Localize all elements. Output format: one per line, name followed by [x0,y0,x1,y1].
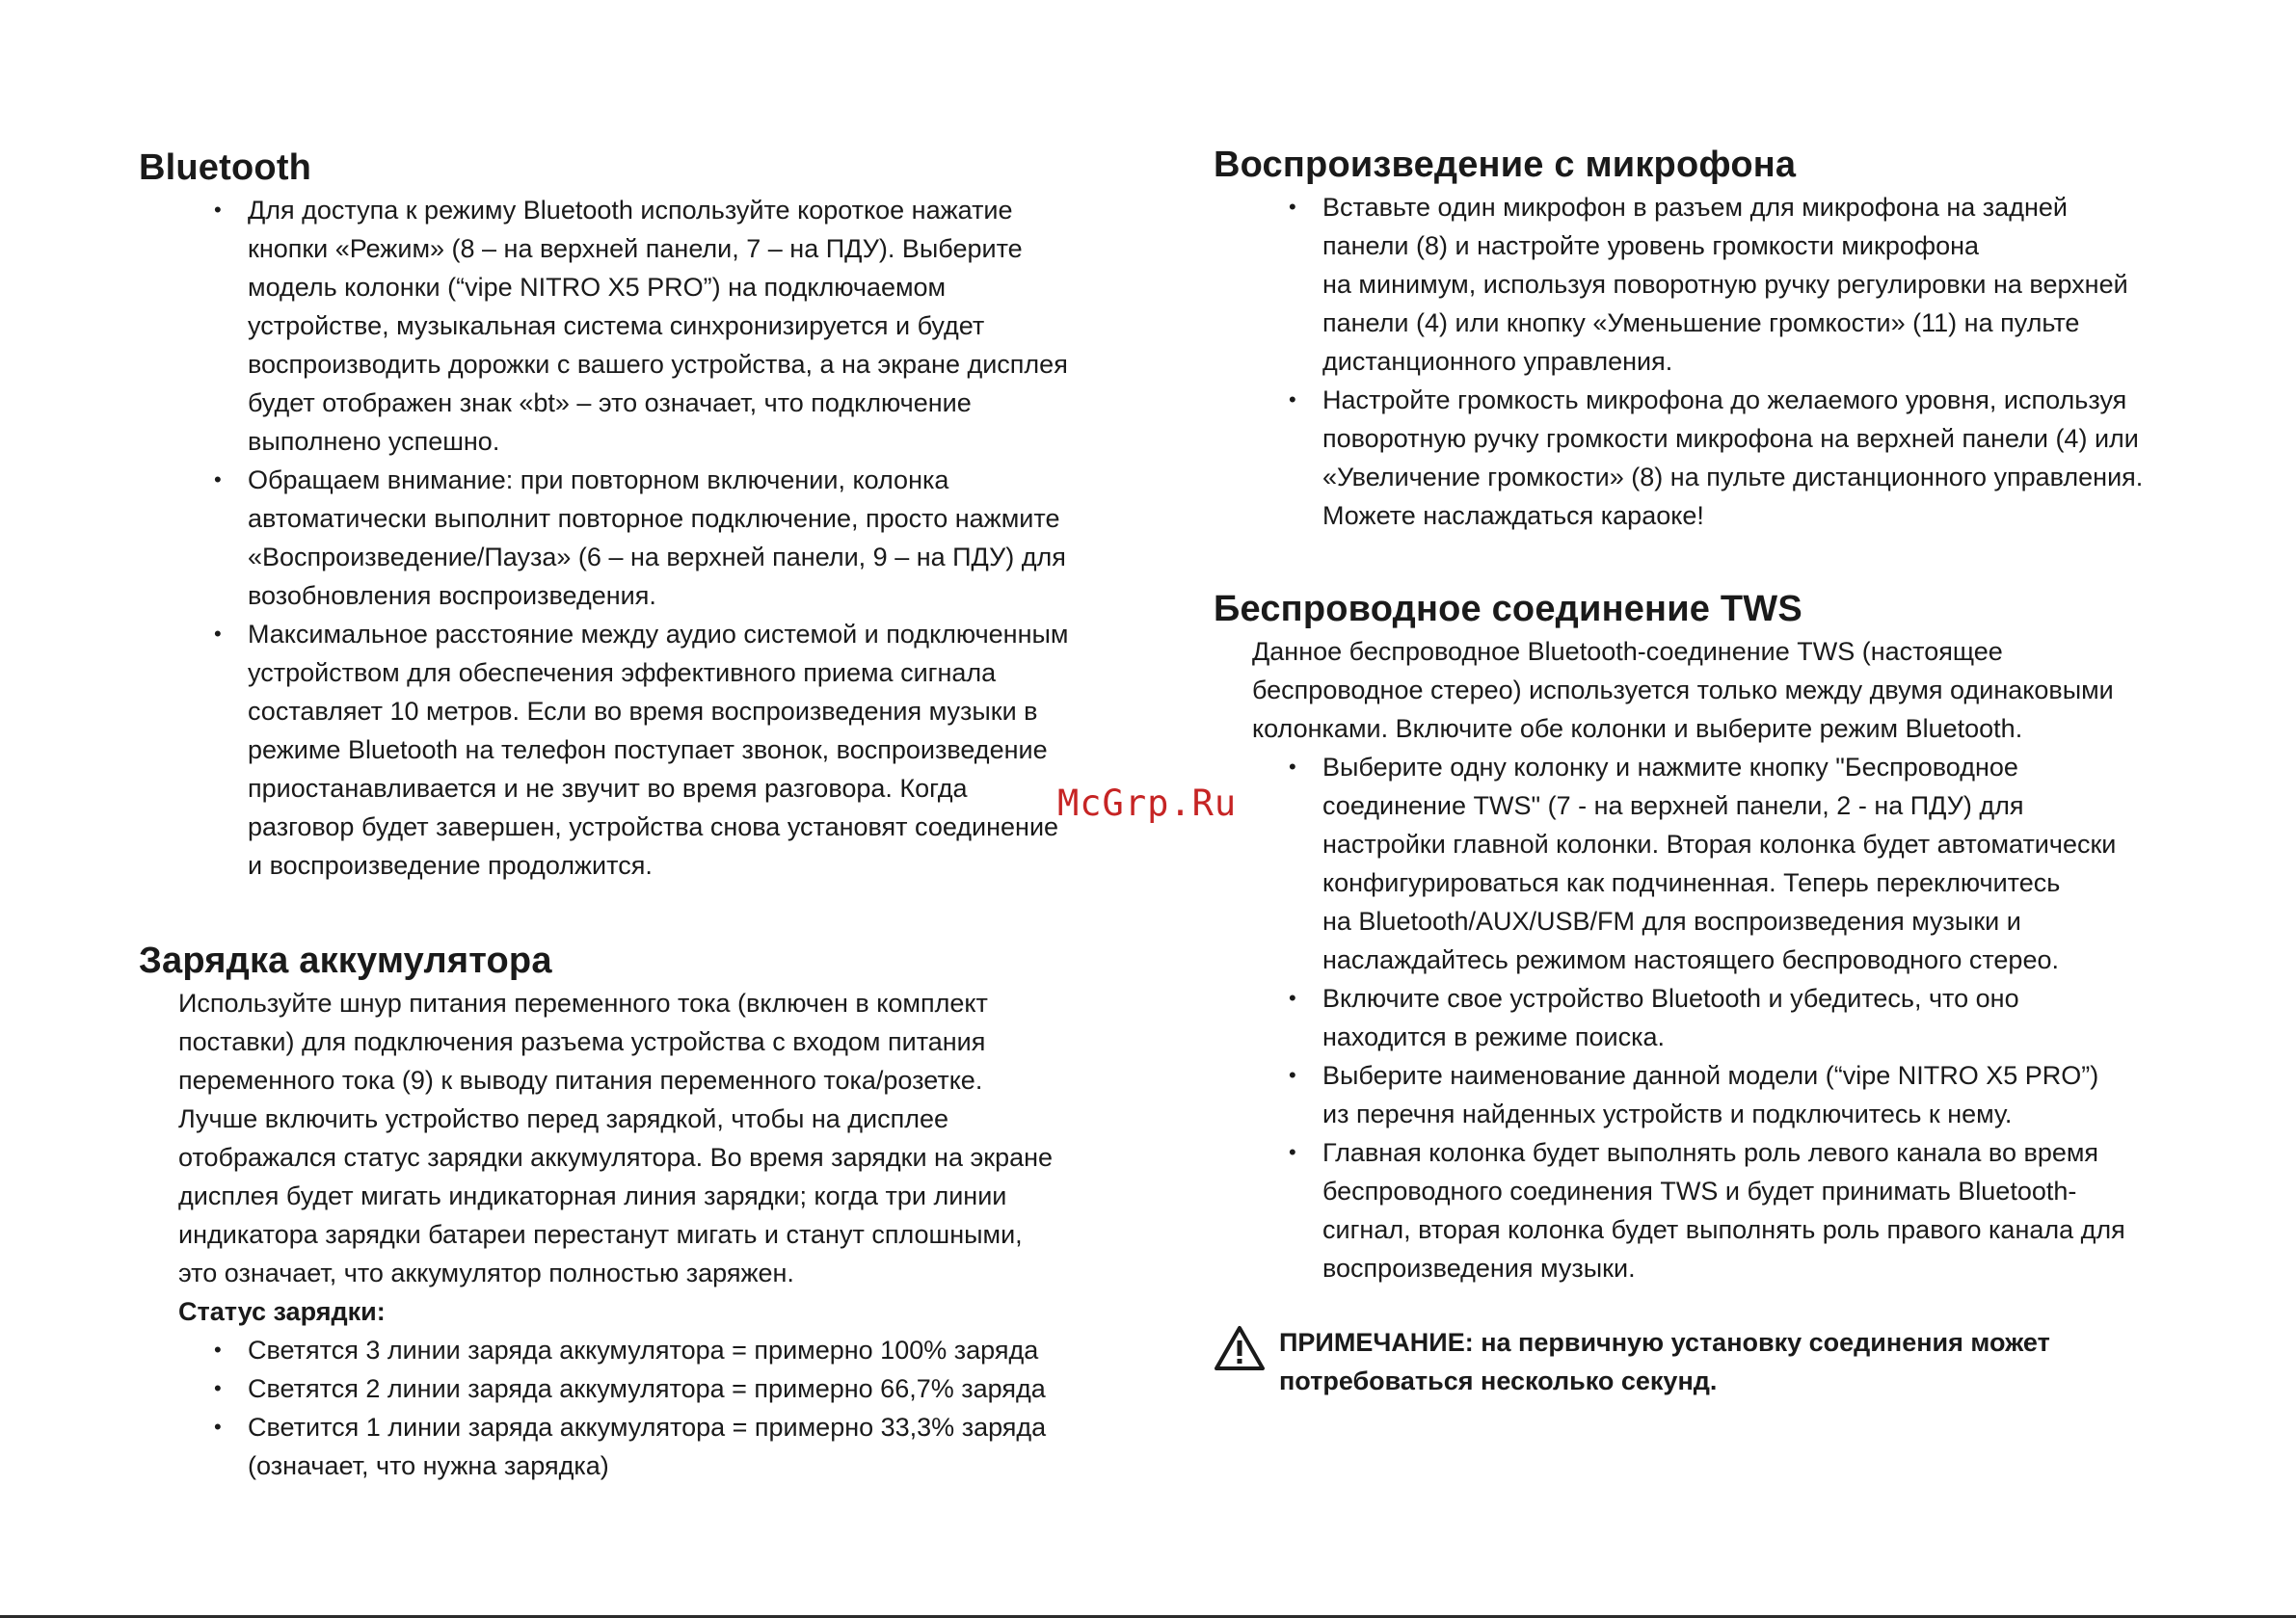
list-item-line: Можете наслаждаться караоке! [1322,501,1704,530]
bluetooth-list [139,191,1103,885]
list-item [139,461,1103,615]
list-item-line: устройством для обеспечения эффективного приема сигнала [248,658,997,687]
list-item-line: беспроводного соединения TWS и будет принимать Bluetooth- [1322,1177,2077,1206]
tws-heading: Беспроводное соединение TWS [1214,589,1802,629]
list-item-line: • Выберите наименование данной модели (“vipe NITRO X5 PRO”) [1322,1061,2099,1090]
list-item-line: наслаждайтесь режимом настоящего беспроводного стерео. [1322,945,2059,974]
list-item [139,615,1103,885]
list-item-line: • Обращаем внимание: при повторном включении, колонка [248,465,949,494]
warning-icon [1214,1325,1266,1371]
list-item [139,191,1103,461]
list-item-line: и воспроизведение продолжится. [248,851,653,880]
list-item-line: «Увеличение громкости» (8) на пульте дистанционного управления. [1322,463,2144,491]
list-item [139,1369,1103,1408]
tws-section [1214,586,2187,1287]
list-item-line: • Настройте громкость микрофона до желаемого уровня, используя [1322,385,2127,414]
list-item [1214,1056,2187,1133]
microphone-heading: Воспроизведение с микрофона [1214,145,1797,185]
list-item-line: конфигурироваться как подчиненная. Теперь переключитесь [1322,868,2061,897]
charging-paragraph [139,984,1103,1292]
text-line: беспроводное стерео) используется только между двумя одинаковыми [1252,676,2114,704]
list-item-line: «Воспроизведение/Пауза» (6 – на верхней панели, 9 – на ПДУ) для [248,543,1066,571]
text-line: колонками. Включите обе колонки и выберите режим Bluetooth. [1252,714,2023,743]
list-item-line: из перечня найденных устройств и подключитесь к нему. [1322,1100,2013,1128]
text-line: Используйте шнур питания переменного тока (включен в комплект [178,989,988,1018]
list-item-line: • Светится 1 линии заряда аккумулятора = примерно 33,3% заряда [248,1413,1047,1442]
list-item-line: соединение TWS" (7 - на верхней панели, 2 - на ПДУ) для [1322,791,2024,820]
text-line: дисплея будет мигать индикаторная линия зарядки; когда три линии [178,1181,1007,1210]
list-item-line: на минимум, используя поворотную ручку регулировки на верхней [1322,270,2128,299]
list-item-line: • Максимальное расстояние между аудио системой и подключенным [248,620,1069,649]
list-item-line: режиме Bluetooth на телефон поступает звонок, воспроизведение [248,735,1048,764]
list-item [1214,188,2187,381]
list-item-line: устройстве, музыкальная система синхронизируется и будет [248,311,985,340]
list-item-line: приостанавливается и не звучит во время разговора. Когда [248,774,968,803]
list-item-line: (означает, что нужна зарядка) [248,1451,609,1480]
list-item-line: разговор будет завершен, устройства снова установят соединение [248,812,1059,841]
text-line: поставки) для подключения разъема устройства с входом питания [178,1027,986,1056]
list-item-line: возобновления воспроизведения. [248,581,656,610]
list-item-line: модель колонки (“vipe NITRO X5 PRO”) на подключаемом [248,273,947,302]
list-item-line: • Светятся 3 линии заряда аккумулятора = примерно 100% заряда [248,1336,1039,1365]
list-item-line: выполнено успешно. [248,427,500,456]
text-line: индикатора зарядки батареи перестанут мигать и станут сплошными, [178,1220,1023,1249]
charging-section [139,938,1103,1485]
list-item-line: поворотную ручку громкости микрофона на верхней панели (4) или [1322,424,2139,453]
watermark: McGrp.Ru [1057,782,1238,824]
list-item [139,1331,1103,1369]
list-item-line: • Включите свое устройство Bluetooth и убедитесь, что оно [1322,984,2019,1013]
list-item [1214,748,2187,979]
text-line: Лучше включить устройство перед зарядкой, чтобы на дисплее [178,1104,949,1133]
list-item-line: • Светятся 2 линии заряда аккумулятора = примерно 66,7% заряда [248,1374,1046,1403]
note [1214,1323,2187,1400]
list-item [139,1408,1103,1485]
microphone-list [1214,188,2187,535]
list-item-line: дистанционного управления. [1322,347,1673,376]
list-item-line: составляет 10 метров. Если во время воспроизведения музыки в [248,697,1038,726]
list-item-line: • Для доступа к режиму Bluetooth используйте короткое нажатие [248,196,1013,225]
list-item [1214,381,2187,535]
list-item-line: • Главная колонка будет выполнять роль левого канала во время [1322,1138,2099,1167]
tws-list [1214,748,2187,1287]
charging-heading: Зарядка аккумулятора [139,941,552,981]
bluetooth-heading: Bluetooth [139,147,312,188]
list-item [1214,1133,2187,1287]
note-text [1279,1323,2187,1400]
list-item-line: настройки главной колонки. Вторая колонка будет автоматически [1322,830,2117,859]
text-line: ПРИМЕЧАНИЕ: на первичную установку соединения может [1279,1328,2050,1357]
text-line: отображался статус зарядки аккумулятора. Во время зарядки на экране [178,1143,1054,1172]
text-line: Данное беспроводное Bluetooth-соединение TWS (настоящее [1252,637,2003,666]
charging-status-title: Статус зарядки: [178,1297,386,1326]
text-line: переменного тока (9) к выводу питания переменного тока/розетке. [178,1066,983,1095]
list-item-line: • Выберите одну колонку и нажмите кнопку "Беспроводное [1322,753,2018,782]
list-item-line: воспроизведения музыки. [1322,1254,1636,1283]
list-item-line: панели (4) или кнопку «Уменьшение громкости» (11) на пульте [1322,308,2080,337]
list-item-line: воспроизводить дорожки с вашего устройства, а на экране дисплея [248,350,1068,379]
list-item-line: сигнал, вторая колонка будет выполнять роль правого канала для [1322,1215,2125,1244]
list-item [1214,979,2187,1056]
bluetooth-section [139,145,1103,885]
text-line: это означает, что аккумулятор полностью заряжен. [178,1259,794,1287]
list-item-line: на Bluetooth/AUX/USB/FM для воспроизведения музыки и [1322,907,2021,936]
list-item-line: панели (8) и настройте уровень громкости микрофона [1322,231,1980,260]
charging-status-list [139,1331,1103,1485]
tws-intro [1214,632,2187,748]
list-item-line: находится в режиме поиска. [1322,1022,1666,1051]
microphone-section [1214,142,2187,535]
text-line: потребоваться несколько секунд. [1279,1366,1718,1395]
list-item-line: кнопки «Режим» (8 – на верхней панели, 7 – на ПДУ). Выберите [248,234,1023,263]
list-item-line: • Вставьте один микрофон в разъем для микрофона на задней [1322,193,2068,222]
list-item-line: будет отображен знак «bt» – это означает, что подключение [248,388,972,417]
list-item-line: автоматически выполнит повторное подключение, просто нажмите [248,504,1060,533]
